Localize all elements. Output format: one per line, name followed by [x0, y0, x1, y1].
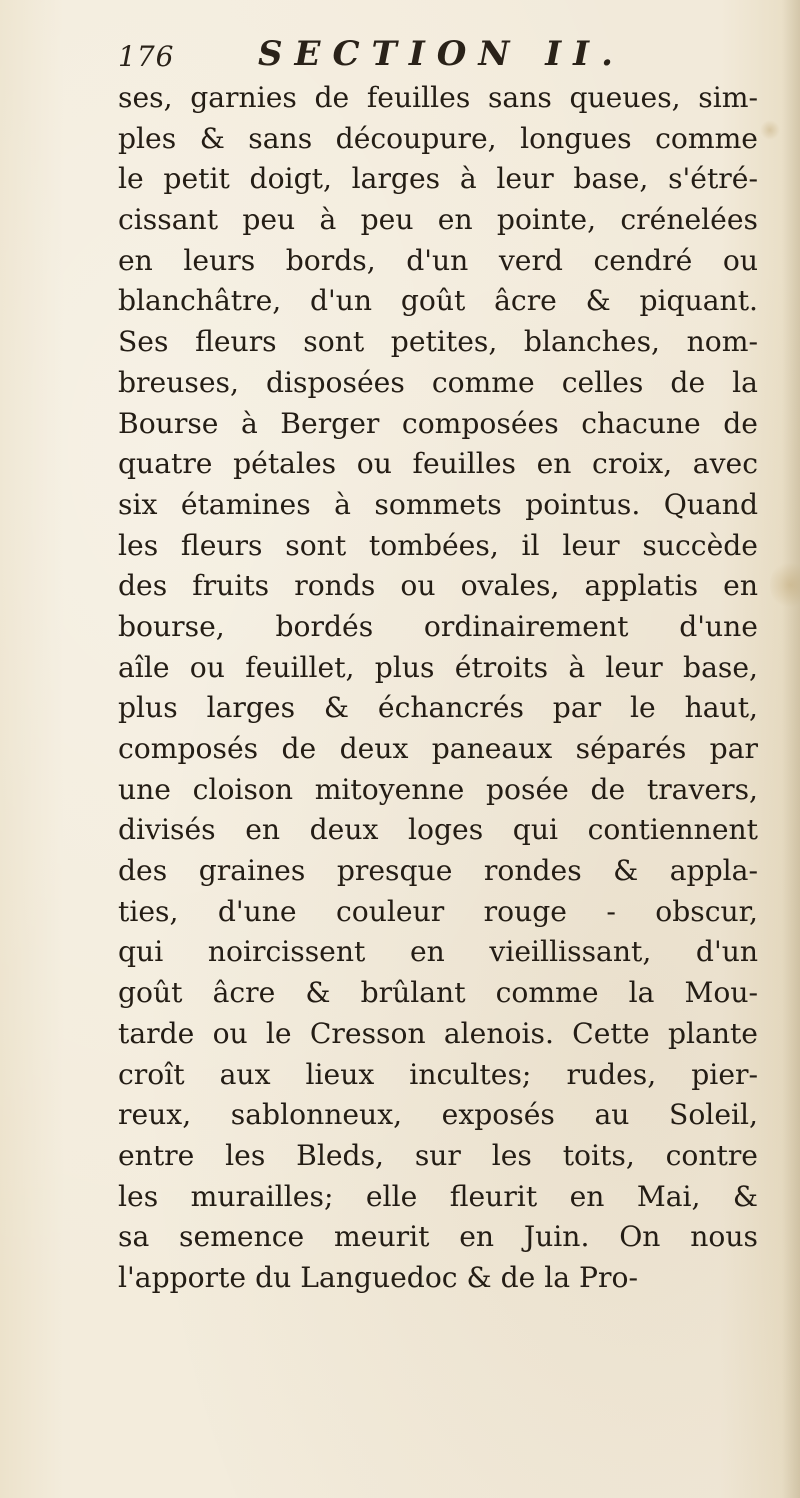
text-line: en leurs bords, d'un verd cendré ou	[118, 243, 758, 277]
text-line: bourse, bordés ordinairement d'une	[118, 609, 758, 643]
text-line: six étamines à sommets pointus. Quand	[118, 487, 758, 521]
text-line: ples & sans découpure, longues comme	[118, 121, 758, 155]
text-line: le petit doigt, larges à leur base, s'étré-	[118, 162, 758, 196]
text-line: goût âcre & brûlant comme la Mou-	[118, 976, 758, 1010]
text-line: cissant peu à peu en pointe, crénelées	[118, 203, 758, 237]
text-line: croît aux lieux incultes; rudes, pier-	[118, 1057, 758, 1091]
text-line: divisés en deux loges qui contiennent	[118, 813, 758, 847]
text-line: les murailles; elle fleurit en Mai, &	[118, 1179, 758, 1213]
running-head: SECTION II.	[258, 34, 625, 74]
text-line: entre les Bleds, sur les toits, contre	[118, 1138, 758, 1172]
text-line: aîle ou feuillet, plus étroits à leur base,	[118, 650, 758, 684]
text-line: qui noircissent en vieillissant, d'un	[118, 935, 758, 969]
text-line: breuses, disposées comme celles de la	[118, 365, 758, 399]
text-line: des graines presque rondes & appla-	[118, 854, 758, 888]
body-text	[118, 78, 758, 1299]
text-line: Ses fleurs sont petites, blanches, nom-	[118, 325, 758, 359]
text-line: sa semence meurit en Juin. On nous	[118, 1220, 758, 1254]
page-number: 176	[118, 40, 175, 73]
text-line: ties, d'une couleur rouge - obscur,	[118, 894, 758, 928]
text-line: composés de deux paneaux séparés par	[118, 732, 758, 765]
page-edge-shadow	[782, 0, 800, 1498]
text-line: blanchâtre, d'un goût âcre & piquant.	[118, 284, 758, 318]
text-line: une cloison mitoyenne posée de travers,	[118, 772, 758, 806]
text-line: Bourse à Berger composées chacune de	[118, 406, 758, 440]
foxing-stain	[770, 560, 800, 610]
text-line: ses, garnies de feuilles sans queues, sim-	[118, 81, 758, 114]
page-header	[118, 34, 758, 80]
text-line: reux, sablonneux, exposés au Soleil,	[118, 1098, 758, 1132]
text-line: plus larges & échancrés par le haut,	[118, 691, 758, 725]
text-line: des fruits ronds ou ovales, applatis en	[118, 569, 758, 603]
text-line: les fleurs sont tombées, il leur succède	[118, 528, 758, 562]
foxing-stain	[760, 120, 780, 140]
text-line: quatre pétales ou feuilles en croix, avec	[118, 447, 758, 481]
text-line: l'apporte du Languedoc & de la Pro-	[118, 1260, 638, 1294]
text-line: tarde ou le Cresson alenois. Cette plante	[118, 1016, 758, 1050]
